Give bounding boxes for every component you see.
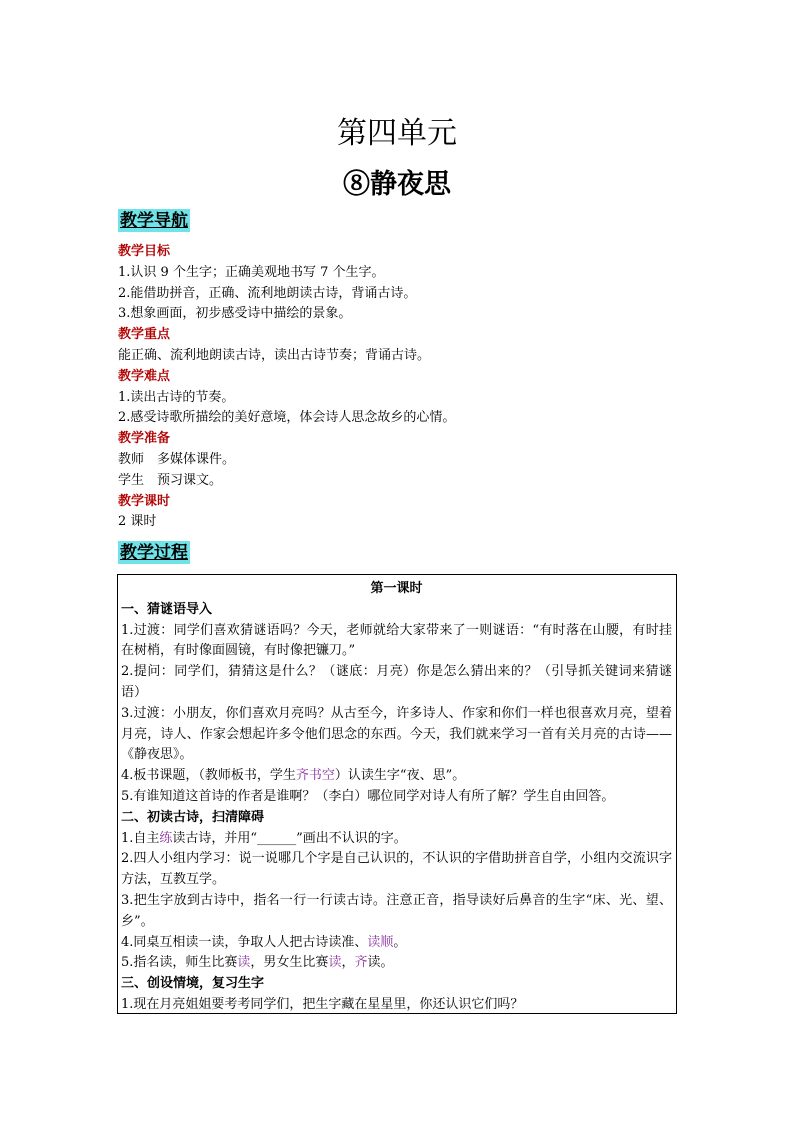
text-run: 4.同桌互相读一读，争取人人把古诗读准、 [121,934,368,950]
highlight-text: 齐书空 [295,768,335,784]
paragraph [121,829,672,850]
period-title: 第一课时 [370,581,423,596]
highlight-text: 读 [237,955,251,971]
highlight-text: 读顺 [367,934,394,950]
paragraph: 1.过渡：同学们喜欢猜谜语吗？今天，老师就给大家带来了一则谜语：“有时落在山腰，有时挂在树梢，有时像面圆镜，有时像把镰刀。” [121,622,672,659]
key-text: 能正确、流利地朗读古诗，读出古诗节奏；背诵古诗。 [118,347,431,363]
text-run: ，男女生比赛 [250,955,329,971]
highlight-text: 练 [159,830,173,846]
prep-label: 教学准备 [118,431,171,447]
prep-item: 教师 多媒体课件。 [118,451,236,467]
difficulty-item: 1.读出古诗的节奏。 [118,389,235,405]
goal-item: 2.能借助拼音，正确、流利地朗读古诗，背诵古诗。 [118,285,417,301]
hours-label: 教学课时 [118,493,171,509]
highlight-text: 读 [328,955,342,971]
paragraph [121,933,672,954]
goal-item: 1.认识 9 个生字；正确美观地书写 7 个生字。 [118,264,385,280]
hours-text: 2 课时 [118,514,157,530]
teaching-guide [118,242,678,533]
text-run: 读古诗，并用“______”画出不认识的字。 [172,830,407,846]
paragraph: 3.把生字放到古诗中，指名一行一行读古诗。注意正音，指导读好后鼻音的生字“床、光、望、乡”。 [121,892,672,929]
text-run: 。 [393,934,407,950]
text-run: 4.板书课题，（教师板书，学生 [121,768,296,784]
paragraph [121,953,672,974]
paragraph: 5.有谁知道这首诗的作者是谁啊？（李白）哪位同学对诗人有所了解？学生自由回答。 [121,788,615,804]
guide-heading: 教学导航 [120,211,188,231]
prep-item: 学生 预习课文。 [118,472,223,488]
paragraph: 1.现在月亮姐姐要考考同学们，把生字藏在星星里，你还认识它们吗？ [121,996,524,1012]
goals-label: 教学目标 [118,244,171,259]
highlight-text: 齐 [354,955,368,971]
lesson-process-box [117,574,677,1014]
lesson-title: ⑧静夜思 [343,169,451,200]
process-heading: 教学过程 [120,543,188,563]
text-run: 5.指名读，师生比赛 [121,955,238,971]
section-1-title: 一、猜谜语导入 [121,601,213,617]
paragraph: 2.四人小组内学习：说一说哪几个字是自己认识的，不认识的字借助拼音自学，小组内交流识字方法，互教互学。 [121,851,672,888]
paragraph: 2.提问：同学们，猜猜这是什么？（谜底：月亮）你是怎么猜出来的？（引导抓关键词来猜谜语） [121,664,672,700]
difficulty-label: 教学难点 [118,368,171,384]
paragraph: 3.过渡：小朋友，你们喜欢月亮吗？从古至今，许多诗人、作家和你们一样也很喜欢月亮，望着月亮，诗人、作家会想起许多令他们思念的东西。今天，我们就来学习一首有关月亮的古诗——《静夜思》。 [121,705,672,763]
section-2-title: 二、初读古诗，扫清障碍 [121,809,265,825]
paragraph [121,766,672,787]
key-label: 教学重点 [118,327,171,343]
unit-title: 第四单元 [337,116,457,151]
section-3-title: 三、创设情境，复习生字 [121,976,265,992]
text-run: 读。 [367,955,394,971]
goal-item: 3.想象画面，初步感受诗中描绘的景象。 [118,306,352,322]
text-run: ， [341,955,355,971]
text-run: ）认读生字“夜、思”。 [334,768,466,784]
text-run: 1.自主 [121,830,160,846]
difficulty-item: 2.感受诗歌所描绘的美好意境，体会诗人思念故乡的心情。 [118,410,456,426]
